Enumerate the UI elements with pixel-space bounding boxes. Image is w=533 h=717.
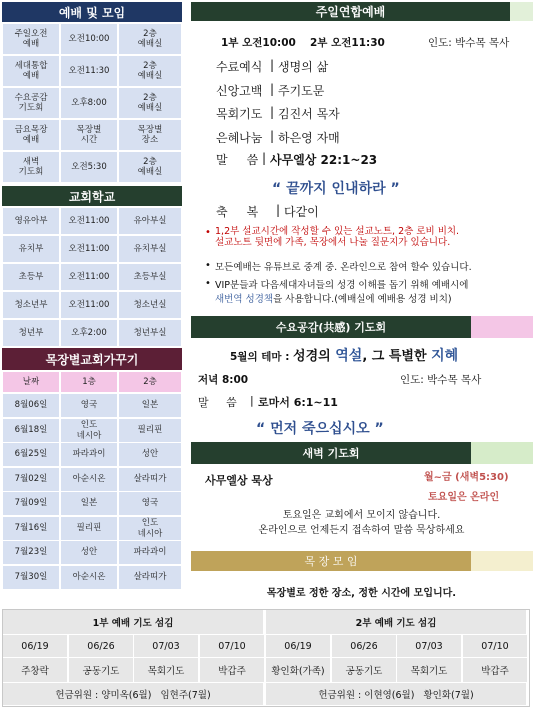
prayer-first-date: 07/03	[134, 635, 198, 657]
decor-row-cell: 영국	[61, 394, 117, 417]
order-item-label: 은혜나눔	[216, 130, 263, 145]
worship-row-cell: 목장별 시간	[61, 120, 117, 150]
dawn-book: 사무엘상 묵상	[205, 474, 273, 487]
worship-row-cell: 2층 예배실	[119, 152, 181, 182]
school-row-cell: 청소년실	[119, 292, 181, 318]
school-row-cell: 오후2:00	[61, 320, 117, 346]
school-row-cell: 오전11:00	[61, 292, 117, 318]
decor-row-cell: 일본	[119, 394, 181, 417]
worship-row-cell: 새벽 기도회	[3, 152, 59, 182]
decor-row-cell: 영국	[119, 492, 181, 515]
offering-first: 헌금위원 : 양미옥(6월) 임현주(7월)	[3, 683, 263, 705]
offering-second: 헌금위원 : 이현영(6월) 황인화(7월)	[266, 683, 526, 705]
dawn-saturday: 토요일은 온라인	[428, 492, 500, 503]
prayer-second-date: 06/26	[332, 635, 396, 657]
decor-row-cell: 필리핀	[61, 517, 117, 540]
wednesday-scripture-label: 말 씀	[198, 396, 237, 409]
decor-row-cell: 7월09일	[3, 492, 59, 515]
decor-row-cell: 필리핀	[119, 419, 181, 442]
sermon-title: “ 끝까지 인내하라 ”	[272, 181, 400, 197]
prayer-first-name: 목회기도	[134, 658, 198, 682]
school-row-cell: 유치부실	[119, 236, 181, 262]
decor-row-cell: 7월02일	[3, 468, 59, 491]
school-row-cell: 영유아부	[3, 208, 59, 234]
decor-row-cell: 7월30일	[3, 566, 59, 589]
school-row-cell: 오전11:00	[61, 264, 117, 290]
order-item-label: 신앙고백	[216, 83, 263, 98]
worship-schedule-header-title: 예배 및 모임	[58, 5, 126, 20]
school-row-cell: 오전11:00	[61, 208, 117, 234]
wednesday-title: 수요공감(共感) 기도회	[275, 321, 387, 334]
note-1: 1,2부 설교시간에 작성할 수 있는 설교노트, 2층 로비 비치. 설교노트 뒷면에 가족, 목장에서 나눌 질문지가 있습니다.	[215, 226, 460, 249]
church-school-header	[2, 186, 182, 206]
decor-row-cell: 인도 네시아	[61, 419, 117, 442]
decor-row-cell: 7월16일	[3, 517, 59, 540]
dawn-days: 월~금 (새벽5:30)	[424, 472, 509, 483]
decor-row-cell: 아순시온	[61, 566, 117, 589]
school-row-cell: 유아부실	[119, 208, 181, 234]
wednesday-scripture: 로마서 6:1~11	[258, 396, 338, 409]
prayer-second-date: 07/03	[397, 635, 461, 657]
theme-b: 역설	[335, 348, 363, 364]
worship-row-cell: 오전10:00	[61, 24, 117, 54]
dawn-note-1: 토요일은 교회에서 모이지 않습니다.	[282, 510, 441, 521]
scripture-label: 말 씀	[216, 153, 259, 167]
sunday-worship-header	[191, 2, 510, 21]
decor-column-header: 1층	[61, 372, 117, 392]
theme-c: , 그 특별한	[362, 349, 432, 364]
order-item-sep: |	[270, 105, 275, 119]
prayer-second-name: 황인화(가족)	[266, 658, 330, 682]
prayer-first-title: 1부 예배 기도 섬김	[3, 610, 263, 634]
worship-schedule-header	[2, 2, 182, 22]
order-item-value: 생명의 삶	[278, 60, 329, 74]
wednesday-sermon-title: “ 먼저 죽으십시오 ”	[256, 421, 384, 437]
worship-row-cell: 오전5:30	[61, 152, 117, 182]
note-bullet-1: •	[205, 227, 211, 238]
worship-row-cell: 2층 예배실	[119, 24, 181, 54]
school-row-cell: 오전11:00	[61, 236, 117, 262]
note-3b: 새번역 성경책	[215, 294, 274, 305]
blessing-sep: |	[276, 203, 281, 217]
prayer-second-name: 공동기도	[332, 658, 396, 682]
dawn-header	[191, 442, 471, 464]
prayer-second-date: 06/19	[266, 635, 330, 657]
decor-row-cell: 파라과이	[61, 443, 117, 466]
cell-title: 목 장 모 임	[304, 555, 358, 568]
theme-prefix: 5월의 테마 :	[230, 351, 294, 363]
scripture-sep: |	[262, 151, 267, 165]
worship-row-cell: 주일오전 예배	[3, 24, 59, 54]
wednesday-theme	[230, 345, 458, 365]
dawn-note-2: 온라인으로 언제든지 접속하여 말씀 묵상하세요	[258, 525, 465, 536]
school-row-cell: 청소년부	[3, 292, 59, 318]
wednesday-header	[191, 316, 471, 338]
decor-row-cell: 6월25일	[3, 443, 59, 466]
note-bullet-2: •	[205, 260, 211, 271]
worship-row-cell: 2층 예배실	[119, 88, 181, 118]
worship-row-cell: 수요공감 기도회	[3, 88, 59, 118]
school-row-cell: 유치부	[3, 236, 59, 262]
note-3	[215, 291, 452, 305]
header-accent	[510, 2, 533, 21]
decor-row-cell: 인도 네시아	[119, 517, 181, 540]
prayer-first-date: 07/10	[200, 635, 264, 657]
decor-header-title: 목장별교회가꾸기	[45, 352, 139, 367]
cell-header	[191, 551, 471, 571]
order-item-sep: |	[270, 81, 275, 96]
dawn-title: 새벽 기도회	[302, 447, 360, 460]
order-item-value: 하은영 자매	[278, 130, 340, 145]
prayer-second-name: 박갑주	[463, 658, 527, 682]
wednesday-header-accent	[471, 316, 533, 338]
decor-row-cell: 성안	[61, 541, 117, 564]
note-2: 모든예배는 유튜브로 중계 중. 온라인으로 참여 할수 있습니다.	[215, 262, 472, 273]
cell-header-accent	[471, 551, 533, 571]
note-3c: 을 사용합니다.(예배실에 예배용 성경 비치)	[273, 294, 452, 305]
prayer-first-name: 박갑주	[200, 658, 264, 682]
worship-row-cell: 목장별 장소	[119, 120, 181, 150]
order-item-value: 주기도문	[278, 83, 325, 98]
service-time-2: 2부 오전11:30	[310, 37, 385, 49]
order-item-value: 김진서 목자	[278, 107, 340, 121]
prayer-first-name: 주창락	[3, 658, 67, 682]
decor-row-cell: 성안	[119, 443, 181, 466]
wed-scripture-sep: |	[250, 394, 254, 407]
decor-row-cell: 살라띠가	[119, 468, 181, 491]
school-row-cell: 청년부실	[119, 320, 181, 346]
school-row-cell: 초등부실	[119, 264, 181, 290]
prayer-second-title: 2부 예배 기도 섬김	[266, 610, 526, 634]
order-item-label: 수료예식	[216, 60, 263, 74]
service-time-1: 1부 오전10:00	[221, 37, 296, 49]
school-row-cell: 청년부	[3, 320, 59, 346]
blessing: 다같이	[284, 205, 319, 219]
note-3a: VIP분들과 다음세대자녀들의 성경 이해를 돕기 위해 예배시에	[215, 280, 469, 291]
theme-d: 지혜	[431, 348, 459, 364]
order-item-sep: |	[270, 128, 275, 143]
scripture: 사무엘상 22:1~23	[270, 153, 378, 167]
order-item-label: 목회기도	[216, 107, 263, 121]
church-school-header-title: 교회학교	[68, 189, 116, 204]
decor-row-cell: 살라띠가	[119, 566, 181, 589]
prayer-first-name: 공동기도	[69, 658, 133, 682]
worship-row-cell: 2층 예배실	[119, 56, 181, 86]
sunday-worship-title: 주일연합예배	[315, 5, 386, 19]
prayer-second-date: 07/10	[463, 635, 527, 657]
decor-row-cell: 아순시온	[61, 468, 117, 491]
decor-row-cell: 6월18일	[3, 419, 59, 442]
decor-row-cell: 8월06일	[3, 394, 59, 417]
decor-column-header: 2층	[119, 372, 181, 392]
decor-row-cell: 파라과이	[119, 541, 181, 564]
theme-a: 성경의	[293, 349, 336, 364]
prayer-first-date: 06/26	[69, 635, 133, 657]
worship-row-cell: 오전11:30	[61, 56, 117, 86]
prayer-second-name: 목회기도	[397, 658, 461, 682]
decor-row-cell: 7월23일	[3, 541, 59, 564]
blessing-label: 축 복	[216, 205, 259, 219]
cell-note: 목장별로 정한 장소, 정한 시간에 모입니다.	[266, 588, 457, 599]
worship-row-cell: 오후8:00	[61, 88, 117, 118]
wednesday-preacher: 인도: 박수목 목사	[400, 374, 482, 386]
school-row-cell: 초등부	[3, 264, 59, 290]
worship-row-cell: 금요목장 예배	[3, 120, 59, 150]
decor-header	[2, 348, 182, 370]
decor-column-header: 날짜	[3, 372, 59, 392]
wednesday-time: 저녁 8:00	[198, 374, 249, 386]
prayer-first-date: 06/19	[3, 635, 67, 657]
note-bullet-3: •	[205, 278, 211, 289]
worship-row-cell: 세대통합 예배	[3, 56, 59, 86]
order-item-sep: |	[270, 58, 275, 72]
decor-row-cell: 일본	[61, 492, 117, 515]
dawn-header-accent	[471, 442, 533, 464]
sunday-preacher: 인도: 박수목 목사	[428, 37, 510, 49]
